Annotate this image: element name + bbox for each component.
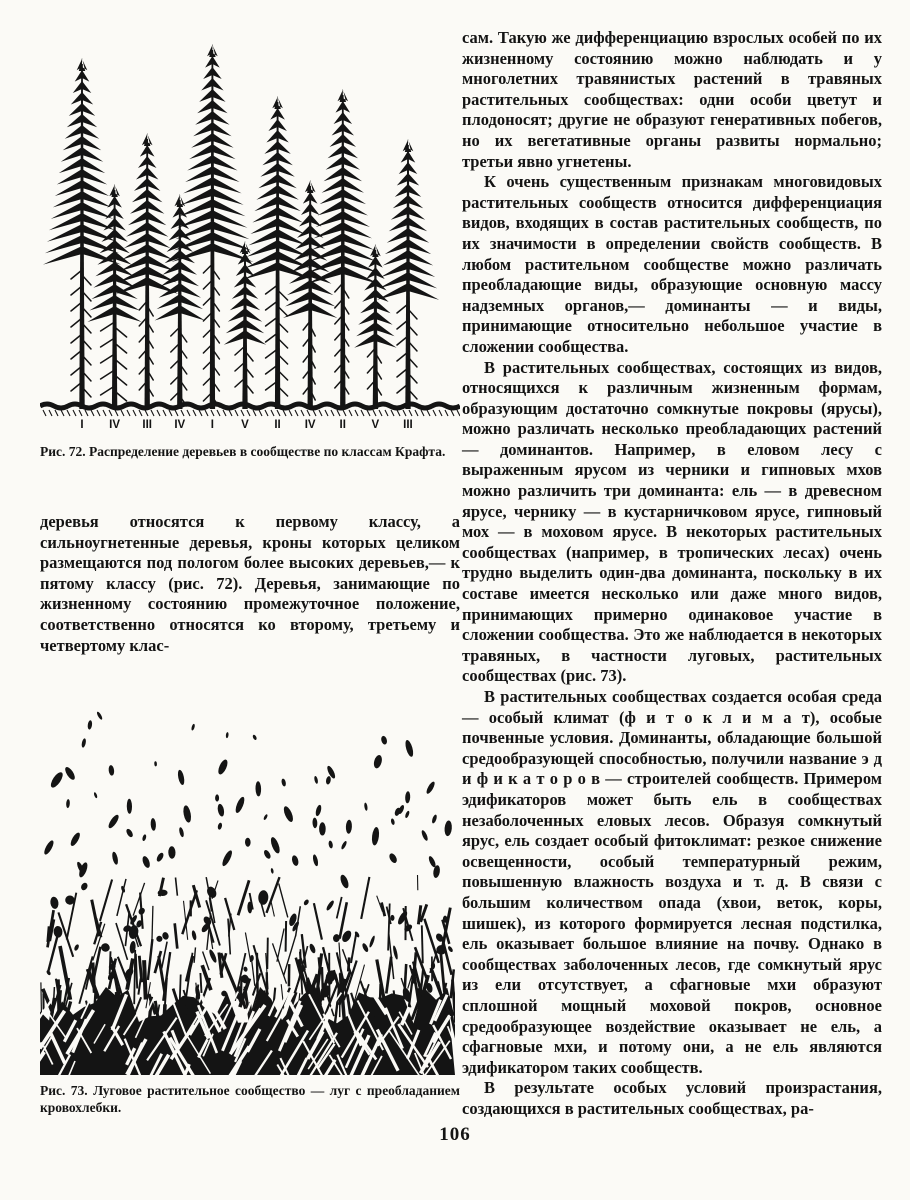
kraft-class-label: II bbox=[339, 419, 346, 431]
paragraph: деревья относятся к первому классу, а сильноугнетенные деревья, кроны которых целиком размещаются под пологом более высоких деревьев,— к пятому классу (рис. 72). Деревья, занимающие по жизненному состоянию промежуточное положение, соответственно относятся ко второму, третьему и четвертому клас- bbox=[40, 512, 460, 655]
kraft-class-label: III bbox=[403, 419, 413, 431]
kraft-class-label: I bbox=[80, 419, 84, 431]
kraft-class-label: V bbox=[241, 419, 249, 431]
right-column bbox=[462, 28, 882, 1119]
paragraph: В результате особых условий произрастания, создающихся в растительных сообществах, ра- bbox=[462, 1078, 882, 1118]
left-column bbox=[40, 512, 460, 656]
kraft-class-label: IV bbox=[304, 419, 316, 431]
figure72-caption: Рис. 72. Распределение деревьев в сообществе по классам Крафта. bbox=[40, 444, 446, 459]
kraft-class-label: III bbox=[142, 419, 152, 431]
paragraph: В растительных сообществах создается особая среда — особый климат (ф и т о к л и м а т), особые почвенные условия. Доминанты, обладающие большой средообразующей способностью, получили название э д и ф и к а т о р о в — строителей сообществ. Примером эдификаторов может быть ель в сообществах незаболоченных еловых лесов. Образуя сомкнутый ярус, ель создает особый фитоклимат: резкое снижение освещенности, особый температурный режим, повышенную влажность воздуха и т. д. В связи с большим количеством опада (хвои, веток, коры, шишек), из которого формируется лесная подстилка, ель оказывает большое влияние на почву. Однако в сообществах заболоченных лесов, где сомкнутый ярус из ели отсутствует, а сфагновые мхи образуют сплошной мощный моховой покров, основное средообразующее воздействие оказывает не ель, а сфагновые мхи, и потому они, а не ель являются эдификатором таких сообществ. bbox=[462, 687, 882, 1077]
figure72-trees-illustration bbox=[40, 26, 460, 421]
page-number: 106 bbox=[439, 1124, 471, 1145]
kraft-class-label: IV bbox=[174, 419, 186, 431]
kraft-class-label: I bbox=[210, 419, 214, 431]
kraft-class-label: II bbox=[274, 419, 281, 431]
figure73-caption: Рис. 73. Луговое растительное сообщество — луг с преобладанием кровохлебки. bbox=[40, 1083, 460, 1115]
kraft-class-label: V bbox=[371, 419, 380, 431]
meadow-grass-drawing bbox=[40, 690, 455, 1075]
paragraph: сам. Такую же дифференциацию взрослых особей по их жизненному состоянию можно наблюдать и у многолетних травянистых растений в травяных растительных сообществах: одни особи цветут и плодоносят; другие не образуют генеративных побегов, но их вегетативные органы развиты нормально; третьи явно угнетены. bbox=[462, 28, 882, 171]
spruce-forest-drawing bbox=[40, 26, 460, 421]
paragraph: В растительных сообществах, состоящих из видов, относящихся к различным жизненным формам, образующим достаточно сомкнутые покровы (ярусы), можно различать несколько преобладающих растений — доминантов. Например, в еловом лесу с выраженным ярусом из черники и гипновых мхов можно различить три доминанта: ель — в древесном ярусе, чернику — в кустарничковом ярусе, гипновый мох — в моховом ярусе. В некоторых растительных сообществах (например, в тропических лесах) очень трудно выделить один-два доминанта, поскольку в их составе имеется несколько или даже много видов, принимающих примерно одинаковое участие в сложении сообщества. Это же наблюдается в некоторых травяных, в частности луговых, растительных сообществах (рис. 73). bbox=[462, 357, 882, 686]
figure73-meadow-illustration bbox=[40, 690, 455, 1075]
kraft-class-labels bbox=[40, 419, 460, 431]
paragraph: К очень существенным признакам многовидовых растительных сообществ относится дифференциация видов, входящих в состав растительных сообществ, по их значимости в определении свойств сообществ. В любом растительном сообществе можно различать преобладающие виды, образующие основную массу надземных органов,— доминанты — и виды, принимающие относительно небольшое участие в сложении сообщества. bbox=[462, 172, 882, 356]
kraft-class-label: IV bbox=[109, 419, 121, 431]
